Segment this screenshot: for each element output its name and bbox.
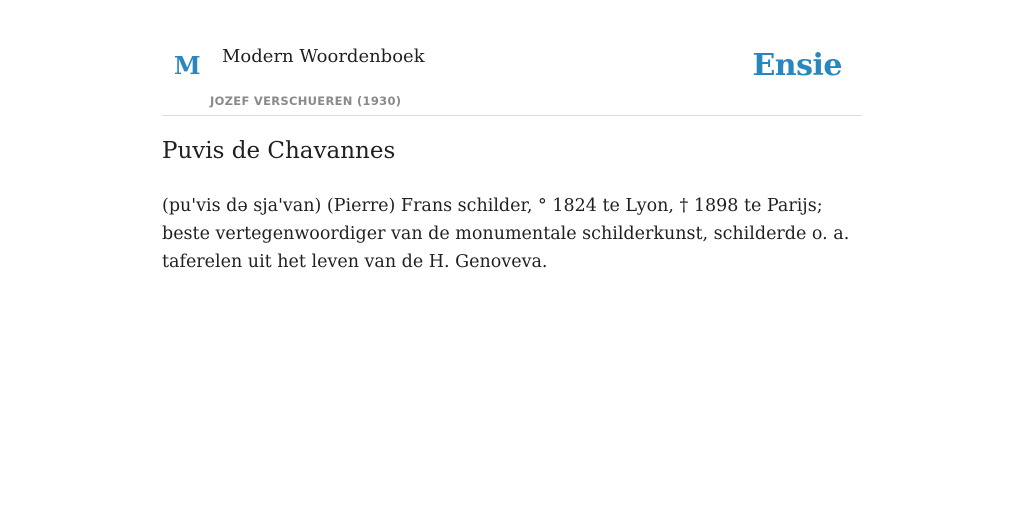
book-author: JOZEF VERSCHUEREN (1930)	[210, 94, 402, 108]
entry-title: Puvis de Chavannes	[162, 138, 396, 164]
entry-definition: (pu'vis də sja'van) (Pierre) Frans schilder, ° 1824 te Lyon, † 1898 te Parijs; beste vertegenwoordiger van de monumentale schilderkunst, schilderde o. a. taferelen uit het leven van de H. Genoveva.	[162, 196, 850, 272]
book-title[interactable]: Modern Woordenboek	[222, 46, 425, 67]
book-logo-link[interactable]: M	[174, 51, 201, 80]
ensie-logo-link[interactable]: Ensie	[752, 48, 842, 83]
book-header	[162, 40, 862, 116]
